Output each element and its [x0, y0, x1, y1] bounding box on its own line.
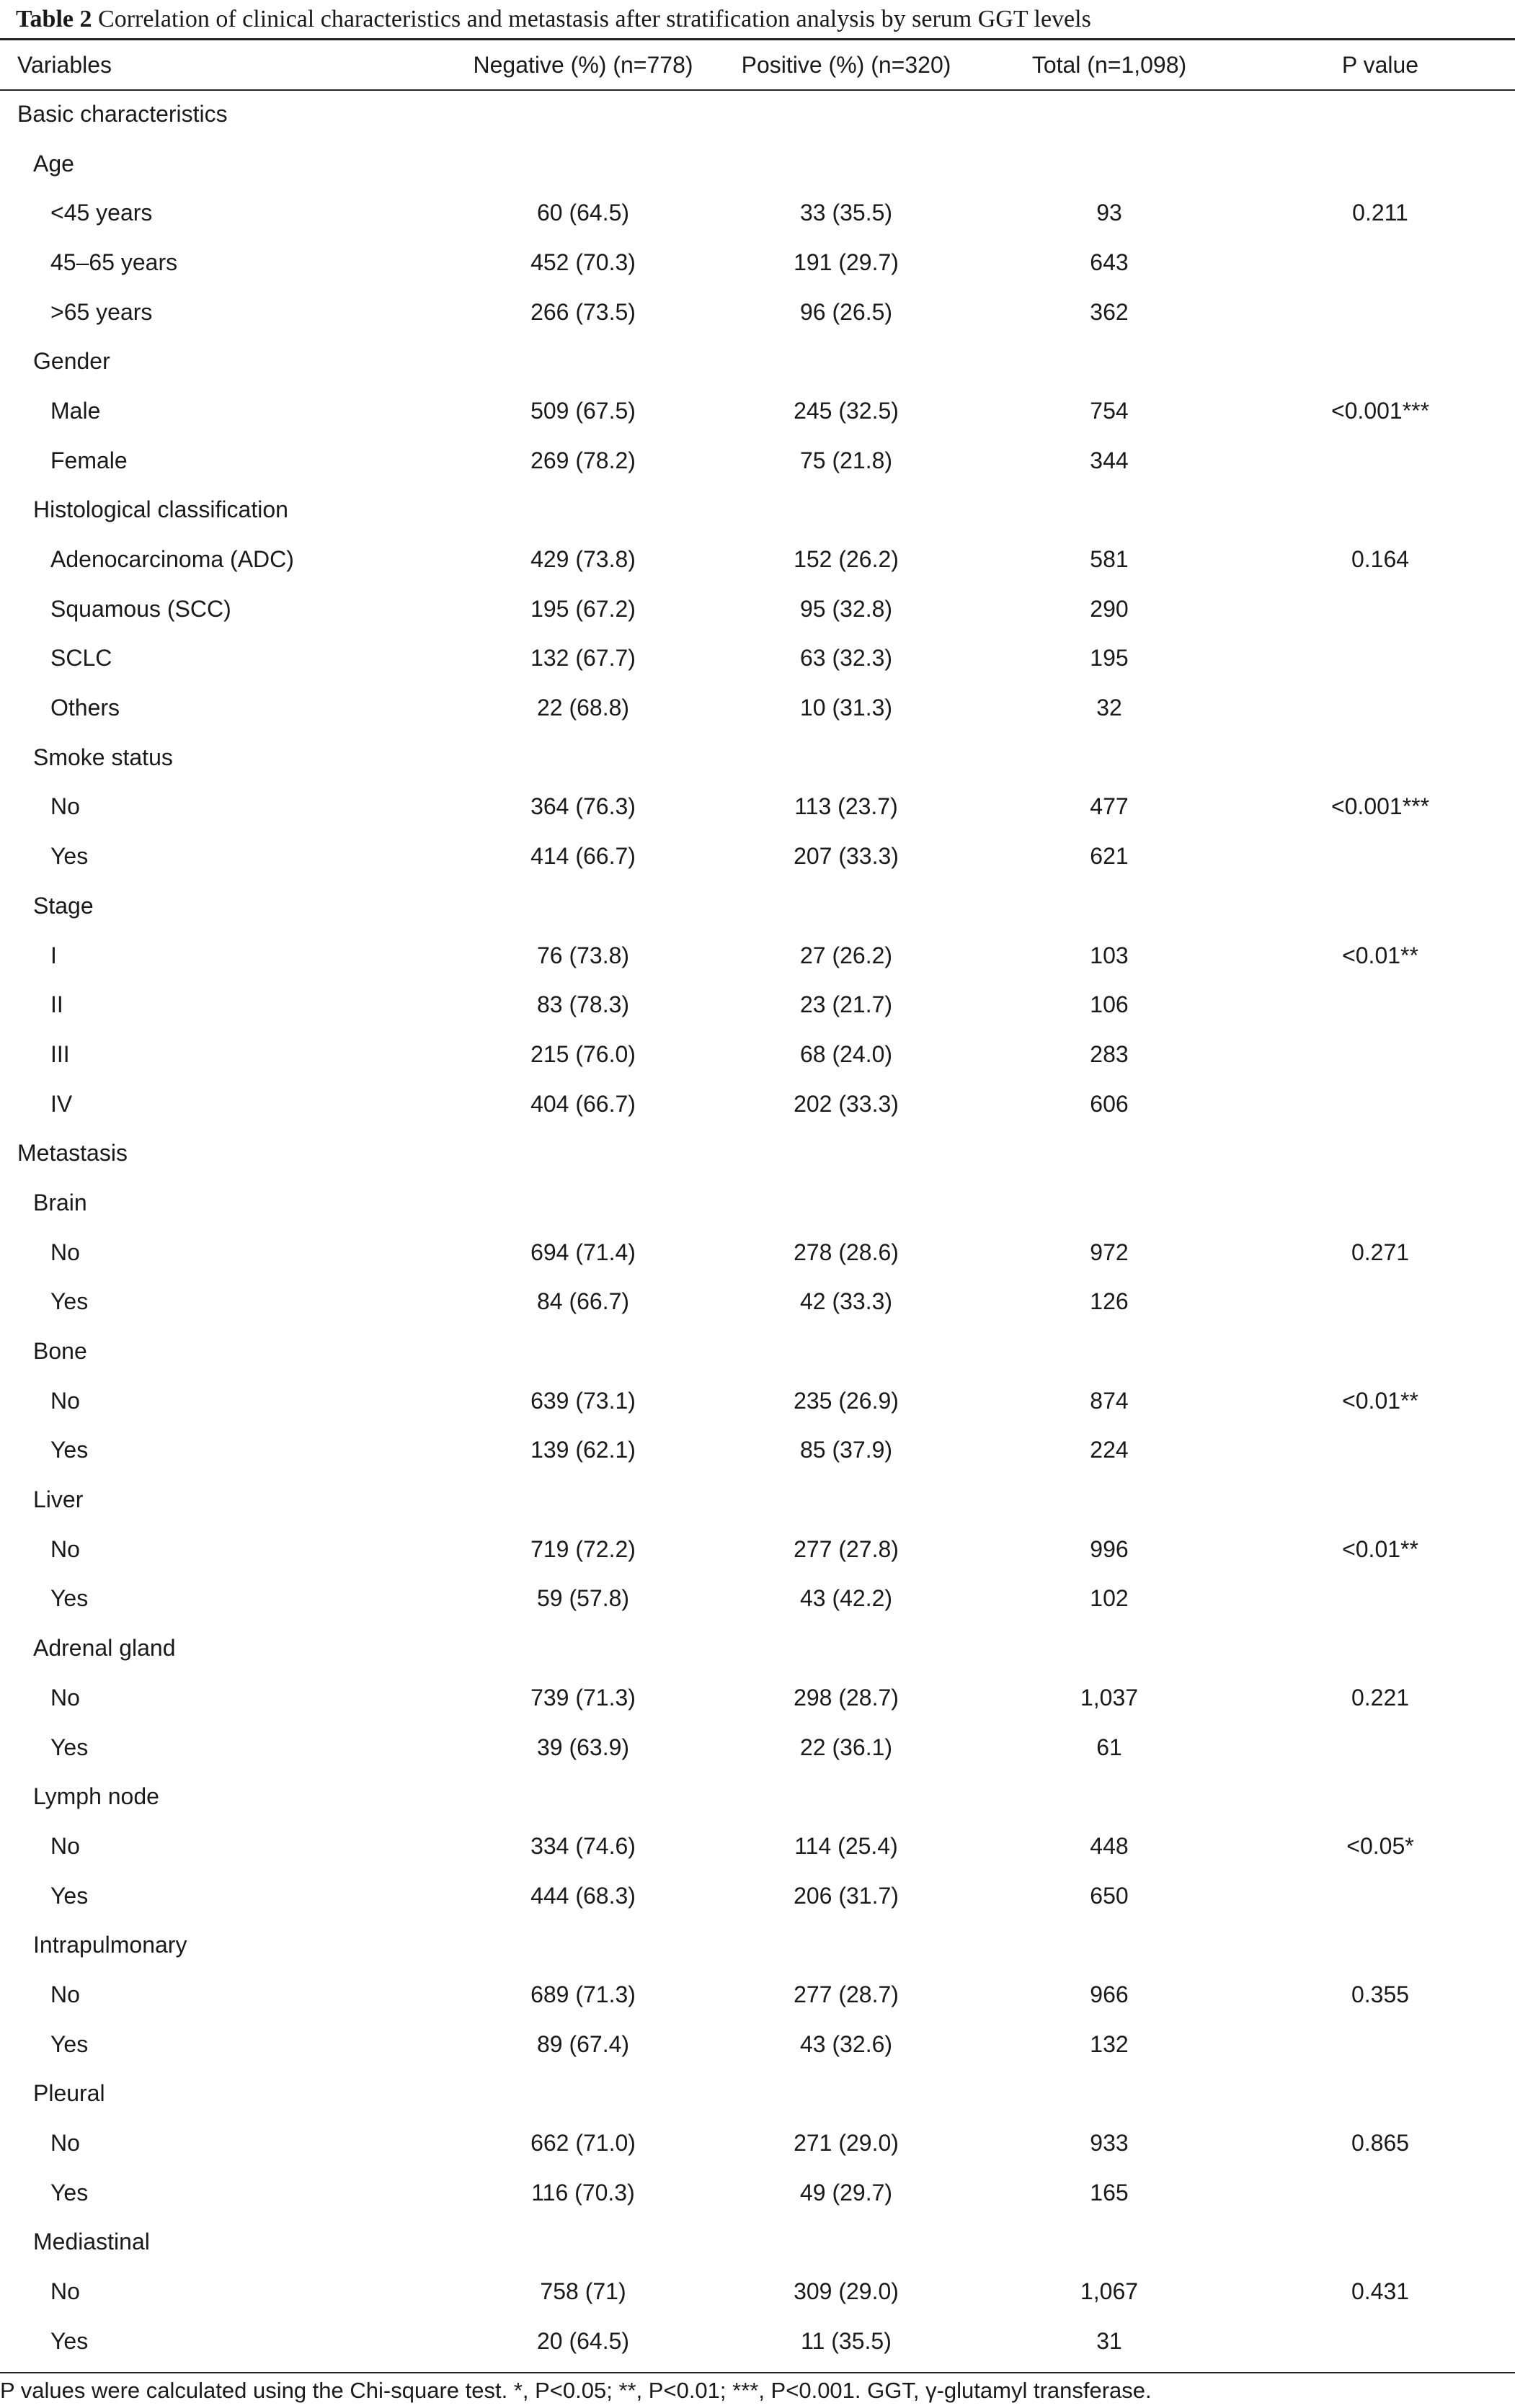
table-row — [0, 584, 1515, 634]
cell-total: 283 — [1090, 1040, 1129, 1067]
row-label: No — [50, 1535, 80, 1562]
row-label: Female — [50, 447, 128, 473]
cell-p-value — [1228, 2069, 1515, 2119]
cell-p-value — [1228, 2168, 1515, 2218]
cell-p-value — [1228, 634, 1515, 684]
row-label: Yes — [50, 1734, 89, 1760]
cell-total: 61 — [1096, 1734, 1122, 1760]
cell-positive: 278 (28.6) — [794, 1239, 899, 1265]
cell-p-value — [1228, 1623, 1515, 1673]
row-label: No — [50, 2278, 80, 2305]
table-header — [0, 40, 1515, 89]
cell-negative — [464, 336, 702, 386]
cell-negative: 444 (68.3) — [530, 1882, 636, 1909]
cell-positive: 271 (29.0) — [794, 2130, 899, 2157]
cell-negative — [464, 2069, 702, 2119]
cell-negative: 758 (71) — [540, 2278, 626, 2305]
cell-positive — [702, 2218, 990, 2267]
cell-negative: 452 (70.3) — [530, 249, 636, 275]
cell-negative: 20 (64.5) — [536, 2327, 630, 2354]
row-label: III — [50, 1040, 70, 1067]
row-label: No — [50, 1832, 80, 1859]
row-label: Male — [50, 397, 101, 424]
row-label: No — [50, 2130, 80, 2157]
cell-positive: 95 (32.8) — [799, 595, 893, 622]
cell-total: 996 — [1090, 1535, 1129, 1562]
cell-p-value: 0.271 — [1351, 1239, 1410, 1265]
cell-total: 1,037 — [1080, 1684, 1139, 1711]
table-row — [0, 1723, 1515, 1772]
row-label: SCLC — [50, 645, 112, 672]
cell-positive: 49 (29.7) — [799, 2179, 893, 2206]
table-row — [0, 287, 1515, 337]
table-row — [0, 1574, 1515, 1624]
table-row — [0, 2069, 1515, 2119]
cell-positive: 68 (24.0) — [799, 1040, 893, 1067]
table-row — [0, 535, 1515, 584]
table-row — [0, 1128, 1515, 1178]
cell-negative — [464, 881, 702, 931]
cell-negative: 739 (71.3) — [530, 1684, 636, 1711]
cell-total — [990, 89, 1228, 139]
cell-negative: 694 (71.4) — [530, 1239, 636, 1265]
cell-p-value — [1228, 89, 1515, 139]
cell-total — [990, 1772, 1228, 1821]
cell-negative: 39 (63.9) — [536, 1734, 630, 1760]
cell-negative: 334 (74.6) — [530, 1832, 636, 1859]
cell-positive: 277 (28.7) — [794, 1981, 899, 2007]
header-variables: Variables — [17, 51, 112, 78]
cell-positive — [702, 1475, 990, 1525]
cell-negative: 89 (67.4) — [536, 2030, 630, 2057]
cell-total: 362 — [1090, 298, 1129, 325]
cell-total: 195 — [1090, 645, 1129, 672]
cell-positive — [702, 2069, 990, 2119]
table-row — [0, 1475, 1515, 1525]
row-label: Basic characteristics — [17, 100, 228, 127]
cell-total: 132 — [1090, 2030, 1129, 2057]
bottom-rule — [0, 2372, 1515, 2373]
cell-total — [990, 1128, 1228, 1178]
cell-p-value — [1228, 1326, 1515, 1376]
row-label: Stage — [33, 892, 94, 919]
row-label: Yes — [50, 1437, 89, 1463]
table-row — [0, 1326, 1515, 1376]
row-label: No — [50, 1387, 80, 1414]
cell-positive: 277 (27.8) — [794, 1535, 899, 1562]
cell-negative — [464, 733, 702, 782]
table-row — [0, 1178, 1515, 1228]
table-row — [0, 881, 1515, 931]
table-row — [0, 188, 1515, 238]
cell-total: 650 — [1090, 1882, 1129, 1909]
cell-positive — [702, 733, 990, 782]
cell-positive: 113 (23.7) — [794, 793, 898, 820]
cell-positive: 43 (32.6) — [799, 2030, 893, 2057]
cell-positive: 235 (26.9) — [794, 1387, 899, 1414]
row-label: Gender — [33, 348, 110, 375]
table-row — [0, 2316, 1515, 2366]
row-label: Histological classification — [33, 496, 288, 523]
row-label: Bone — [33, 1338, 87, 1365]
cell-p-value: 0.431 — [1351, 2278, 1410, 2305]
cell-p-value — [1228, 1772, 1515, 1821]
cell-p-value — [1228, 436, 1515, 486]
cell-negative — [464, 1128, 702, 1178]
cell-negative — [464, 1772, 702, 1821]
table-row — [0, 386, 1515, 436]
cell-positive: 207 (33.3) — [794, 843, 899, 870]
cell-total: 874 — [1090, 1387, 1129, 1414]
cell-p-value: <0.05* — [1346, 1832, 1414, 1859]
cell-positive — [702, 139, 990, 189]
cell-negative — [464, 486, 702, 535]
table-row — [0, 89, 1515, 139]
cell-total: 933 — [1090, 2130, 1129, 2157]
cell-positive: 10 (31.3) — [799, 695, 893, 721]
table-row — [0, 1376, 1515, 1426]
cell-negative: 132 (67.7) — [530, 645, 636, 672]
cell-p-value — [1228, 733, 1515, 782]
row-label: IV — [50, 1090, 73, 1117]
cell-positive: 85 (37.9) — [799, 1437, 893, 1463]
table-row — [0, 486, 1515, 535]
cell-p-value — [1228, 336, 1515, 386]
cell-p-value — [1228, 2218, 1515, 2267]
table-caption-text: Correlation of clinical characteristics and metastasis after stratification analysis by serum GGT levels — [98, 6, 1091, 32]
cell-p-value — [1228, 980, 1515, 1030]
row-label: Adrenal gland — [33, 1635, 176, 1662]
row-label: Yes — [50, 1585, 89, 1612]
cell-total: 165 — [1090, 2179, 1129, 2206]
cell-p-value — [1228, 1723, 1515, 1772]
cell-total — [990, 2218, 1228, 2267]
cell-total: 581 — [1090, 546, 1129, 573]
cell-total: 1,067 — [1080, 2278, 1139, 2305]
row-label: Age — [33, 150, 74, 177]
cell-positive — [702, 89, 990, 139]
table-row — [0, 1030, 1515, 1079]
header-row — [0, 40, 1515, 89]
cell-positive: 152 (26.2) — [794, 546, 899, 573]
row-label: Squamous (SCC) — [50, 595, 231, 622]
cell-negative — [464, 1623, 702, 1673]
table-row — [0, 2118, 1515, 2168]
cell-positive: 23 (21.7) — [799, 991, 893, 1018]
cell-negative: 139 (62.1) — [530, 1437, 636, 1463]
cell-p-value — [1228, 1574, 1515, 1624]
table-row — [0, 1821, 1515, 1871]
table-row — [0, 2168, 1515, 2218]
cell-total: 966 — [1090, 1981, 1129, 2007]
cell-negative: 59 (57.8) — [536, 1585, 630, 1612]
cell-negative: 414 (66.7) — [530, 843, 636, 870]
cell-positive — [702, 1128, 990, 1178]
row-label: No — [50, 1981, 80, 2007]
table-row — [0, 634, 1515, 684]
cell-total — [990, 139, 1228, 189]
row-label: Others — [50, 695, 120, 721]
table-row — [0, 1673, 1515, 1723]
cell-p-value — [1228, 1030, 1515, 1079]
row-label: Mediastinal — [33, 2229, 150, 2255]
row-label: Adenocarcinoma (ADC) — [50, 546, 294, 573]
cell-positive: 33 (35.5) — [799, 200, 893, 226]
cell-p-value — [1228, 1426, 1515, 1476]
cell-negative: 83 (78.3) — [536, 991, 630, 1018]
cell-p-value: 0.355 — [1351, 1981, 1410, 2007]
cell-positive: 202 (33.3) — [794, 1090, 899, 1117]
cell-total: 102 — [1090, 1585, 1129, 1612]
cell-negative: 719 (72.2) — [530, 1535, 636, 1562]
cell-positive — [702, 881, 990, 931]
row-label: I — [50, 942, 57, 968]
row-label: No — [50, 1239, 80, 1265]
cell-positive — [702, 1920, 990, 1970]
cell-total — [990, 336, 1228, 386]
cell-negative: 116 (70.3) — [531, 2179, 635, 2206]
cell-positive: 191 (29.7) — [794, 249, 899, 275]
cell-negative: 22 (68.8) — [536, 695, 630, 721]
table-row — [0, 782, 1515, 832]
cell-p-value — [1228, 831, 1515, 881]
cell-total — [990, 733, 1228, 782]
cell-p-value — [1228, 1871, 1515, 1921]
cell-negative — [464, 2218, 702, 2267]
cell-p-value — [1228, 1920, 1515, 1970]
cell-positive — [702, 1178, 990, 1228]
cell-positive: 42 (33.3) — [799, 1288, 893, 1315]
cell-positive — [702, 1326, 990, 1376]
cell-negative: 215 (76.0) — [530, 1040, 636, 1067]
table-row — [0, 733, 1515, 782]
cell-positive — [702, 336, 990, 386]
cell-positive: 75 (21.8) — [799, 447, 893, 473]
cell-p-value — [1228, 584, 1515, 634]
table-row — [0, 1970, 1515, 2020]
cell-total — [990, 881, 1228, 931]
cell-total — [990, 1326, 1228, 1376]
cell-p-value: 0.865 — [1351, 2130, 1410, 2157]
cell-positive: 43 (42.2) — [799, 1585, 893, 1612]
cell-positive — [702, 1623, 990, 1673]
cell-negative: 266 (73.5) — [530, 298, 636, 325]
table-caption — [16, 1, 1091, 37]
row-label: Yes — [50, 2179, 89, 2206]
row-label: Yes — [50, 1288, 89, 1315]
cell-p-value: <0.01** — [1342, 1387, 1418, 1414]
row-label: Yes — [50, 1882, 89, 1909]
cell-positive: 114 (25.4) — [794, 1832, 898, 1859]
cell-p-value: <0.001*** — [1330, 397, 1430, 424]
table-row — [0, 1920, 1515, 1970]
row-label: Smoke status — [33, 744, 173, 770]
cell-total: 126 — [1090, 1288, 1129, 1315]
table-row — [0, 2020, 1515, 2069]
cell-p-value: <0.01** — [1342, 1535, 1418, 1562]
cell-p-value — [1228, 287, 1515, 337]
cell-negative: 364 (76.3) — [530, 793, 636, 820]
table-row — [0, 1772, 1515, 1821]
cell-total — [990, 486, 1228, 535]
cell-p-value — [1228, 139, 1515, 189]
table-row — [0, 336, 1515, 386]
cell-negative — [464, 89, 702, 139]
cell-p-value — [1228, 238, 1515, 287]
row-label: Yes — [50, 2030, 89, 2057]
cell-total: 290 — [1090, 595, 1129, 622]
cell-negative — [464, 1920, 702, 1970]
cell-positive — [702, 486, 990, 535]
cell-total: 972 — [1090, 1239, 1129, 1265]
table-row — [0, 931, 1515, 981]
row-label: Liver — [33, 1486, 84, 1513]
cell-positive: 22 (36.1) — [799, 1734, 893, 1760]
table-row — [0, 1623, 1515, 1673]
row-label: Yes — [50, 2327, 89, 2354]
cell-negative: 429 (73.8) — [530, 546, 636, 573]
cell-positive: 206 (31.7) — [794, 1882, 899, 1909]
cell-negative — [464, 1178, 702, 1228]
cell-total: 93 — [1096, 200, 1122, 226]
cell-total: 621 — [1090, 843, 1129, 870]
header-p-value: P value — [1341, 51, 1419, 78]
cell-p-value — [1228, 683, 1515, 733]
row-label: No — [50, 1684, 80, 1711]
table-footnote: P values were calculated using the Chi-square test. *, P<0.05; **, P<0.01; ***, P<0.001. GGT, γ-glutamyl transferase. — [0, 2378, 1152, 2403]
cell-negative: 509 (67.5) — [530, 397, 636, 424]
row-label: No — [50, 793, 80, 820]
table-row — [0, 2218, 1515, 2267]
row-label: Brain — [33, 1189, 87, 1216]
cell-p-value — [1228, 1079, 1515, 1129]
cell-total — [990, 1475, 1228, 1525]
table-row — [0, 1079, 1515, 1129]
row-label: Pleural — [33, 2080, 105, 2107]
table-row — [0, 238, 1515, 287]
cell-total: 344 — [1090, 447, 1129, 473]
cell-negative: 76 (73.8) — [536, 942, 630, 968]
cell-negative: 404 (66.7) — [530, 1090, 636, 1117]
header-negative: Negative (%) (n=778) — [473, 51, 693, 78]
cell-total: 448 — [1090, 1832, 1129, 1859]
data-table — [0, 40, 1515, 2366]
row-label: <45 years — [50, 200, 153, 226]
cell-p-value — [1228, 486, 1515, 535]
header-total: Total (n=1,098) — [1031, 51, 1187, 78]
table-label: Table 2 — [16, 6, 92, 32]
cell-positive: 27 (26.2) — [799, 942, 893, 968]
cell-total — [990, 1623, 1228, 1673]
cell-total: 106 — [1090, 991, 1129, 1018]
cell-p-value: 0.164 — [1351, 546, 1410, 573]
table-row — [0, 1871, 1515, 1921]
cell-p-value: 0.211 — [1352, 200, 1408, 226]
cell-negative — [464, 1475, 702, 1525]
header-positive: Positive (%) (n=320) — [741, 51, 951, 78]
cell-positive: 245 (32.5) — [794, 397, 899, 424]
row-label: Yes — [50, 843, 89, 870]
cell-p-value: 0.221 — [1351, 1684, 1410, 1711]
cell-total — [990, 1920, 1228, 1970]
table-row — [0, 683, 1515, 733]
cell-negative: 662 (71.0) — [530, 2130, 636, 2157]
cell-positive: 309 (29.0) — [794, 2278, 899, 2305]
table-row — [0, 139, 1515, 189]
cell-total — [990, 2069, 1228, 2119]
table-body — [0, 89, 1515, 2366]
cell-p-value — [1228, 2316, 1515, 2366]
cell-p-value — [1228, 1277, 1515, 1327]
row-label: 45–65 years — [50, 249, 178, 275]
table-row — [0, 436, 1515, 486]
cell-negative: 689 (71.3) — [530, 1981, 636, 2007]
table-row — [0, 2267, 1515, 2316]
cell-p-value — [1228, 2020, 1515, 2069]
cell-positive: 11 (35.5) — [801, 2327, 892, 2354]
cell-positive: 96 (26.5) — [799, 298, 893, 325]
cell-positive — [702, 1772, 990, 1821]
cell-total: 224 — [1090, 1437, 1129, 1463]
cell-p-value — [1228, 1475, 1515, 1525]
cell-p-value: <0.01** — [1342, 942, 1418, 968]
cell-positive: 63 (32.3) — [799, 645, 893, 672]
table-row — [0, 1228, 1515, 1277]
cell-negative: 269 (78.2) — [530, 447, 636, 473]
cell-p-value — [1228, 1128, 1515, 1178]
cell-total: 606 — [1090, 1090, 1129, 1117]
header-rule — [0, 89, 1515, 91]
cell-p-value — [1228, 1178, 1515, 1228]
table-row — [0, 980, 1515, 1030]
row-label: Intrapulmonary — [33, 1932, 187, 1958]
cell-negative: 195 (67.2) — [530, 595, 636, 622]
cell-negative — [464, 1326, 702, 1376]
row-label: >65 years — [50, 298, 153, 325]
cell-total: 32 — [1096, 695, 1122, 721]
cell-total — [990, 1178, 1228, 1228]
row-label: II — [50, 991, 63, 1018]
cell-total: 754 — [1090, 397, 1129, 424]
cell-negative: 639 (73.1) — [530, 1387, 636, 1414]
row-label: Lymph node — [33, 1783, 159, 1810]
cell-total: 31 — [1096, 2327, 1122, 2354]
table-row — [0, 1525, 1515, 1574]
cell-total: 477 — [1090, 793, 1129, 820]
cell-total: 103 — [1090, 942, 1129, 968]
table-row — [0, 831, 1515, 881]
cell-p-value: <0.001*** — [1330, 793, 1430, 820]
row-label: Metastasis — [17, 1140, 128, 1167]
table-row — [0, 1426, 1515, 1476]
table-row — [0, 1277, 1515, 1327]
cell-negative: 60 (64.5) — [536, 200, 630, 226]
cell-negative: 84 (66.7) — [536, 1288, 630, 1315]
cell-p-value — [1228, 881, 1515, 931]
cell-positive: 298 (28.7) — [794, 1684, 899, 1711]
cell-negative — [464, 139, 702, 189]
cell-total: 643 — [1090, 249, 1129, 275]
